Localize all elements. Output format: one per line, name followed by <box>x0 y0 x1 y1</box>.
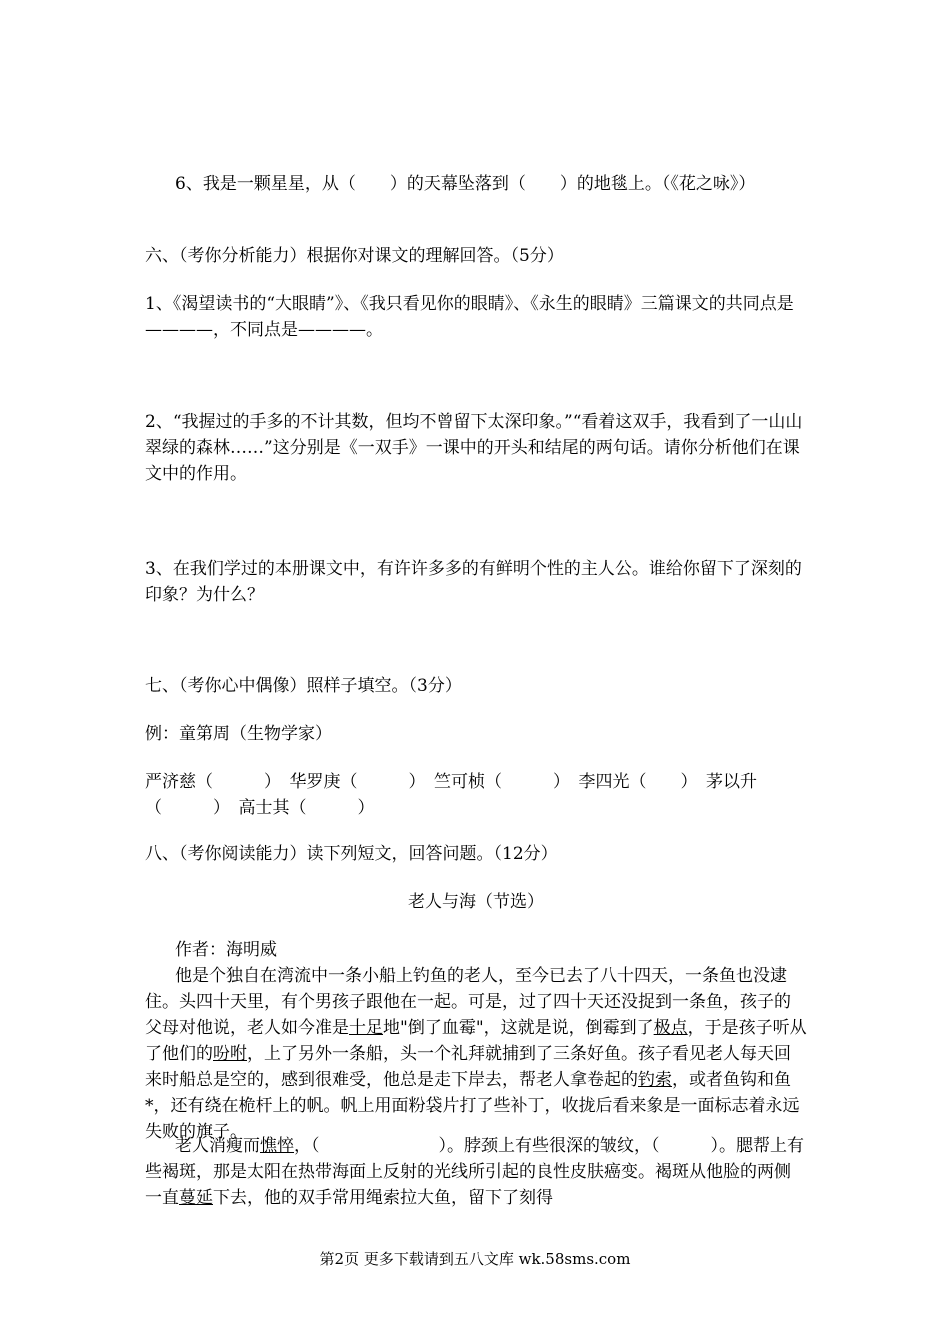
section-7-fill-items: 严济慈（ ） 华罗庚（ ） 竺可桢（ ） 李四光（ ） 茅以升（ ） 高士其（ ） <box>145 772 757 818</box>
passage-paragraph-1: 他是个独自在湾流中一条小船上钓鱼的老人，至今已去了八十四天，一条鱼也没逮住。头四十天里，有个男孩子跟他在一起。可是，过了四十天还没捉到一条鱼，孩子的父母对他说，老人如今准是十足地"倒了血霉"，这就是说，倒霉到了极点，于是孩子听从了他们的吩咐，上了另外一条船，头一个礼拜就捕到了三条好鱼。孩子看见老人每天回来时船总是空的，感到很难受，他总是走下岸去，帮老人拿卷起的钓索，或者鱼钩和鱼*，还有绕在桅杆上的帆。帆上用面粉袋片打了些补丁，收拢后看来象是一面标志着永远失败的旗子。 <box>145 966 807 1142</box>
page-footer: 第2页 更多下载请到五八文库 wk.58sms.com <box>319 1250 631 1268</box>
section-6-heading: 六、（考你分析能力）根据你对课文的理解回答。（5分） <box>145 246 564 266</box>
section-6-question-1: 1、《渴望读书的“大眼睛”》、《我只看见你的眼睛》、《永生的眼睛》三篇课文的共同点是————，不同点是————。 <box>145 294 794 340</box>
passage-title: 老人与海（节选） <box>408 892 544 912</box>
underlined-word: 蔓延 <box>179 1188 213 1208</box>
section-7-heading: 七、（考你心中偶像）照样子填空。（3分） <box>145 676 462 696</box>
section-8-heading: 八、（考你阅读能力）读下列短文，回答问题。（12分） <box>145 844 558 864</box>
section-6-question-2: 2、“我握过的手多的不计其数，但均不曾留下太深印象。”“看着这双手，我看到了一山山翠绿的森林……”这分别是《一双手》一课中的开头和结尾的两句话。请你分析他们在课文中的作用。 <box>145 412 803 484</box>
passage-paragraph-2: 老人消瘦而憔悴，（ ）。脖颈上有些很深的皱纹，（ ）。腮帮上有些褐斑，那是太阳在热带海面上反射的光线所引起的良性皮肤癌变。褐斑从他脸的两侧一直蔓延下去，他的双手常用绳索拉大鱼，留下了刻得 <box>145 1136 804 1208</box>
underlined-word: 极点 <box>653 1018 688 1038</box>
underlined-word: 吩咐 <box>213 1044 247 1064</box>
underlined-word: 十足 <box>349 1018 383 1038</box>
section-7-example: 例：童第周（生物学家） <box>145 724 332 744</box>
question-6: 6、我是一颗星星，从（ ）的天幕坠落到（ ）的地毯上。（《花之咏》） <box>175 174 756 194</box>
passage-author: 作者：海明威 <box>175 940 277 960</box>
section-6-question-3: 3、在我们学过的本册课文中，有许许多多的有鲜明个性的主人公。谁给你留下了深刻的印象？为什么？ <box>145 559 802 605</box>
underlined-word: 钓索 <box>638 1070 672 1090</box>
underlined-word: 憔悴 <box>260 1136 294 1156</box>
